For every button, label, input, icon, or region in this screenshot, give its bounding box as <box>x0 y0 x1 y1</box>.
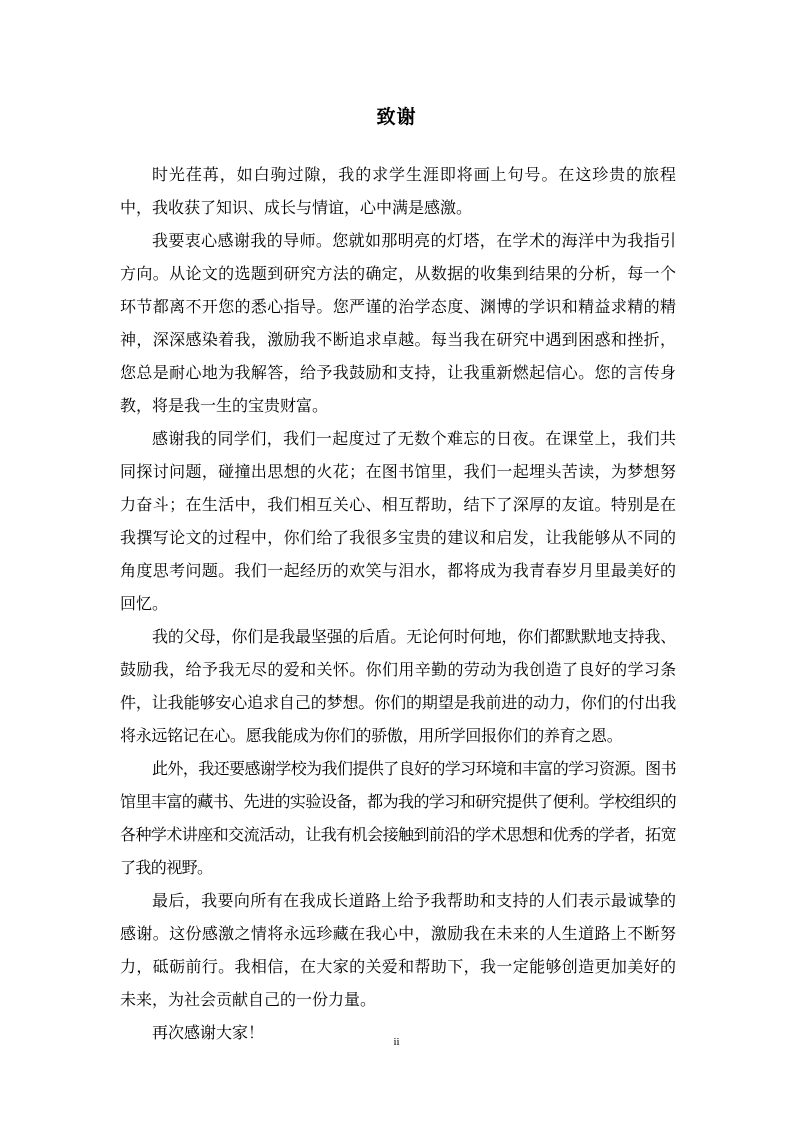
paragraph-closing: 最后，我要向所有在我成长道路上给予我帮助和支持的人们表示最诚挚的感谢。这份感激之情将永远珍藏在我心中，激励我在未来的人生道路上不断努力，砥砺前行。我相信，在大家的关爱和帮助下，我一定能够创造更加美好的未来，为社会贡献自己的一份力量。 <box>120 891 676 1009</box>
paragraph-school: 此外，我还要感谢学校为我们提供了良好的学习环境和丰富的学习资源。图书馆里丰富的藏书、先进的实验设备，都为我的学习和研究提供了便利。学校组织的各种学术讲座和交流活动，让我有机会接触到前沿的学术思想和优秀的学者，拓宽了我的视野。 <box>120 759 676 877</box>
page-number: ii <box>393 1036 400 1048</box>
acknowledgement-body <box>120 158 676 1049</box>
paragraph-final-thanks: 再次感谢大家！ <box>152 1023 265 1042</box>
page-title: 致谢 <box>376 106 417 128</box>
paragraph-advisor: 我要衷心感谢我的导师。您就如那明亮的灯塔，在学术的海洋中为我指引方向。从论文的选题到研究方法的确定，从数据的收集到结果的分析，每一个环节都离不开您的悉心指导。您严谨的治学态度、渊博的学识和精益求精的精神，深深感染着我，激励我不断追求卓越。每当我在研究中遇到困惑和挫折，您总是耐心地为我解答，给予我鼓励和支持，让我重新燃起信心。您的言传身教，将是我一生的宝贵财富。 <box>120 231 676 415</box>
paragraph-parents: 我的父母，你们是我最坚强的后盾。无论何时何地，你们都默默地支持我、鼓励我，给予我无尽的爱和关怀。你们用辛勤的劳动为我创造了良好的学习条件，让我能够安心追求自己的梦想。你们的期望是我前进的动力，你们的付出我将永远铭记在心。愿我能成为你们的骄傲，用所学回报你们的养育之恩。 <box>120 627 676 745</box>
paragraph-intro: 时光荏苒，如白驹过隙，我的求学生涯即将画上句号。在这珍贵的旅程中，我收获了知识、成长与情谊，心中满是感激。 <box>120 165 676 217</box>
paragraph-classmates: 感谢我的同学们，我们一起度过了无数个难忘的日夜。在课堂上，我们共同探讨问题，碰撞出思想的火花；在图书馆里，我们一起埋头苦读，为梦想努力奋斗；在生活中，我们相互关心、相互帮助，结下了深厚的友谊。特别是在我撰写论文的过程中，你们给了我很多宝贵的建议和启发，让我能够从不同的角度思考问题。我们一起经历的欢笑与泪水，都将成为我青春岁月里最美好的回忆。 <box>120 429 676 613</box>
